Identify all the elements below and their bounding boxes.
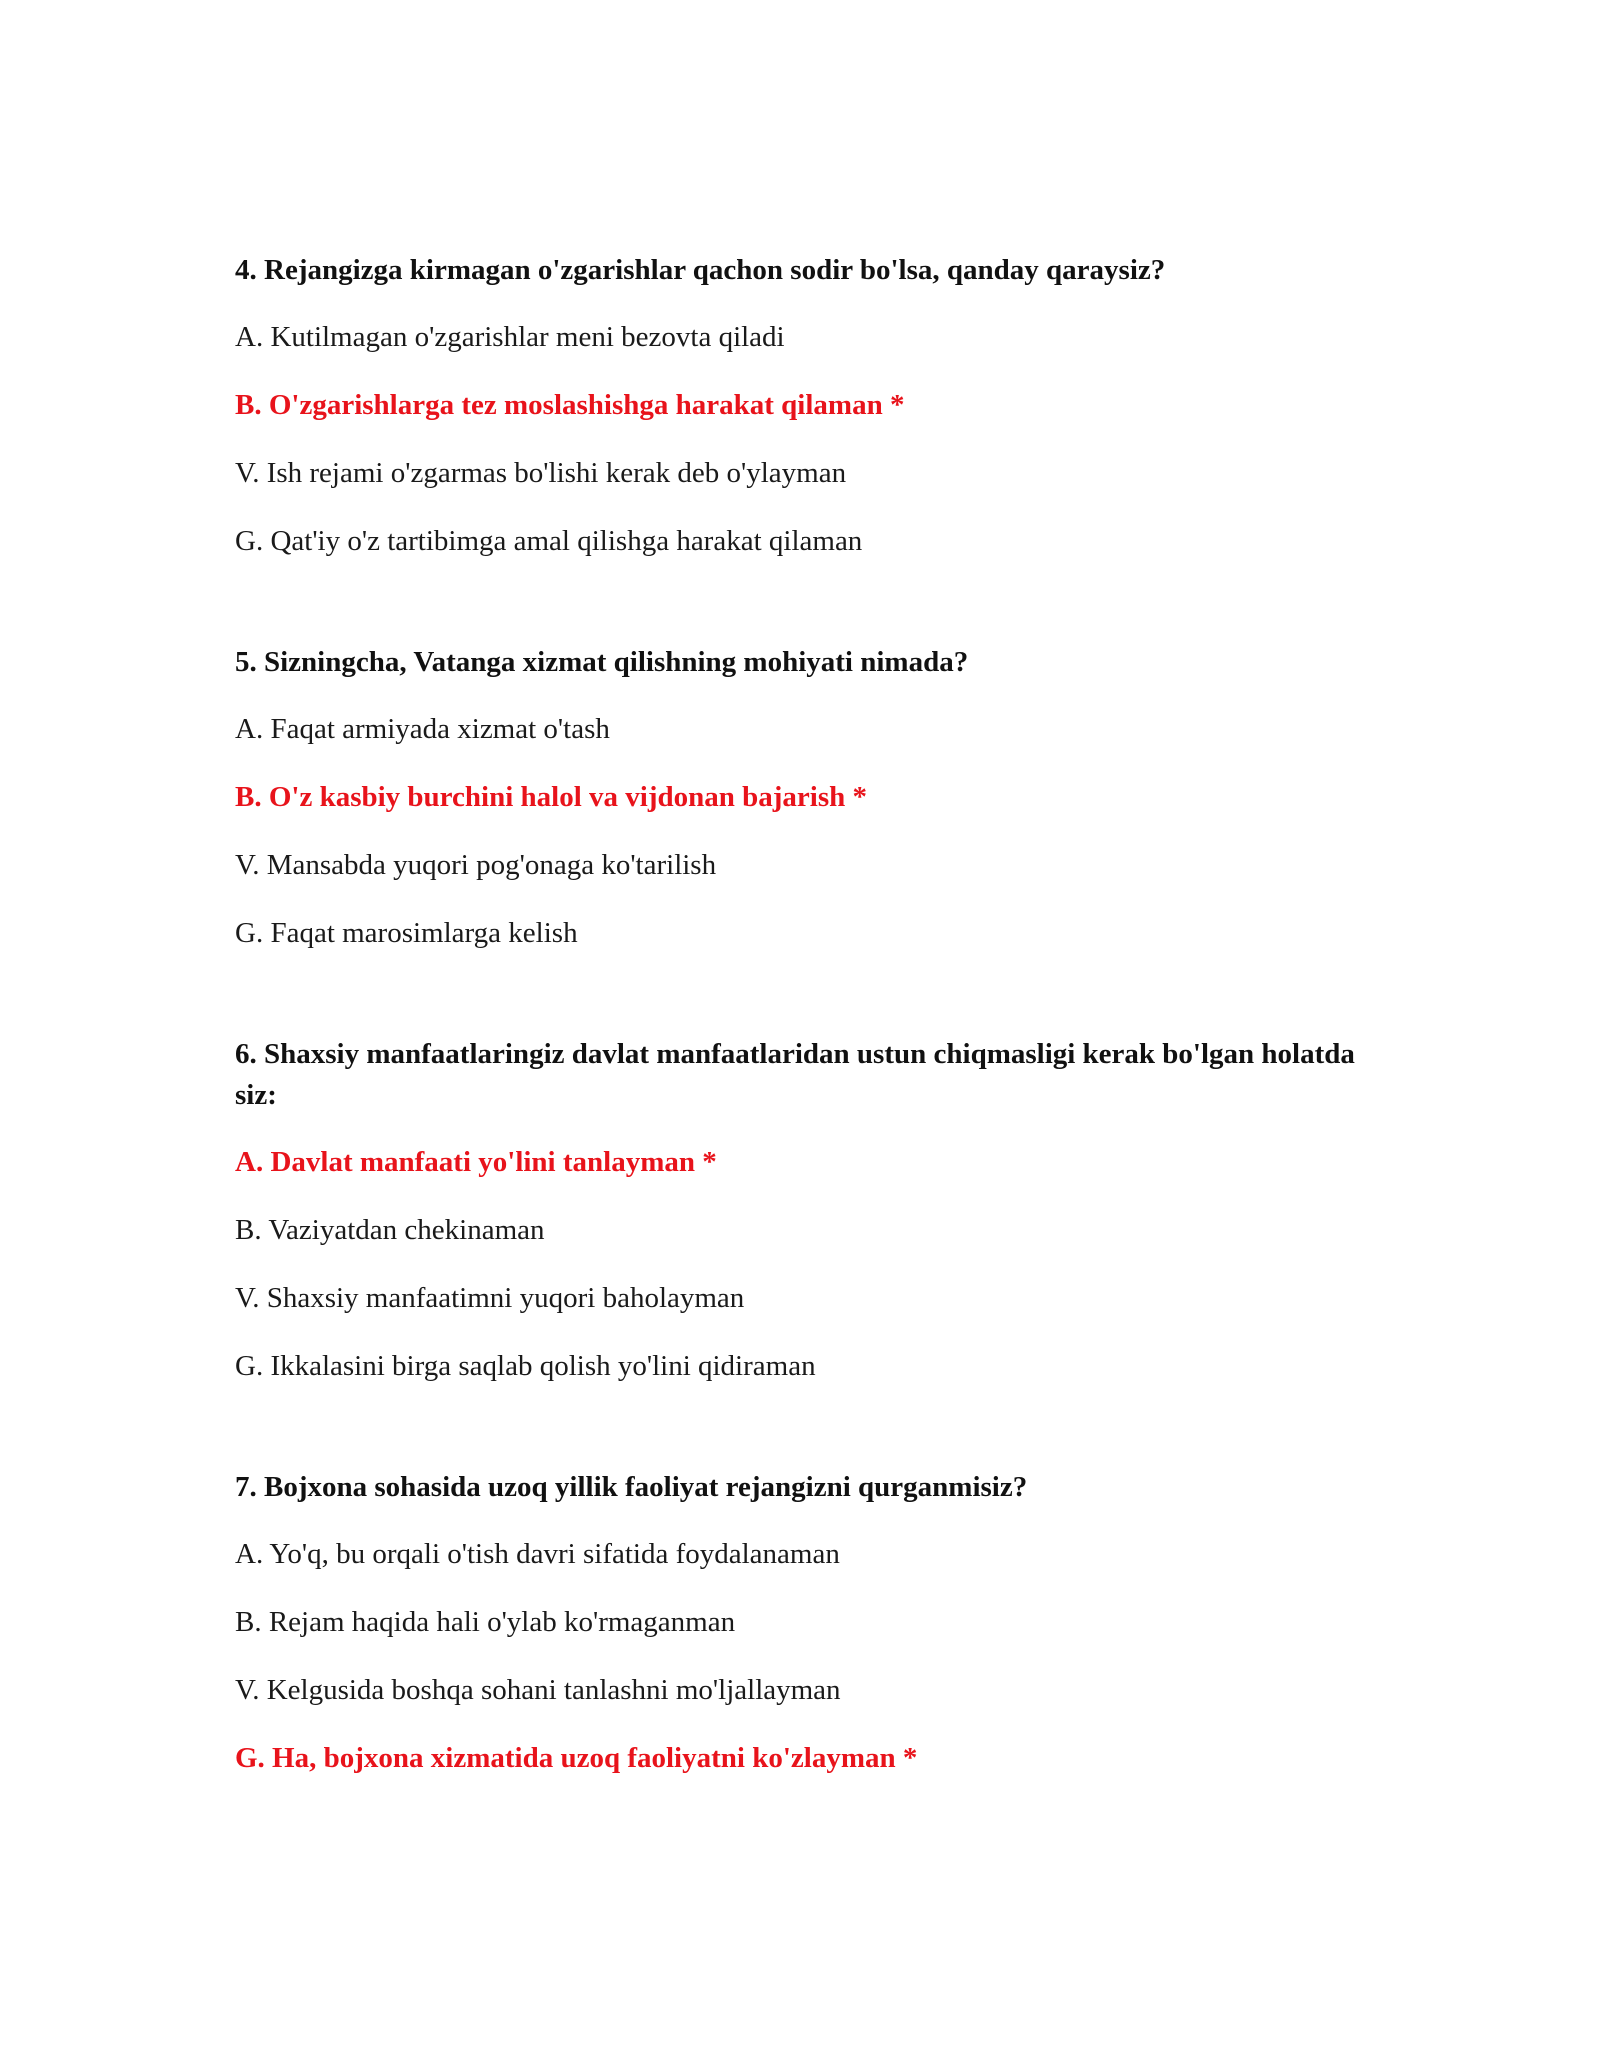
answer-option: A. Yo'q, bu orqali o'tish davri sifatida foydalanaman [235,1538,840,1570]
correct-answer-option: B. O'zgarishlarga tez moslashishga harakat qilaman * [235,389,905,421]
correct-answer-option: G. Ha, bojxona xizmatida uzoq faoliyatni ko'zlayman * [235,1742,918,1774]
answer-option: V. Shaxsiy manfaatimni yuqori baholayman [235,1282,745,1314]
question-text: 4. Rejangizga kirmagan o'zgarishlar qachon sodir bo'lsa, qanday qaraysiz? [235,254,1166,286]
answer-option: V. Kelgusida boshqa sohani tanlashni mo'ljallayman [235,1674,841,1706]
answer-option: G. Ikkalasini birga saqlab qolish yo'lini qidiraman [235,1350,816,1382]
answer-option: B. Rejam haqida hali o'ylab ko'rmaganman [235,1606,736,1638]
correct-answer-option: B. O'z kasbiy burchini halol va vijdonan bajarish * [235,781,867,813]
question-text: 7. Bojxona sohasida uzoq yillik faoliyat rejangizni qurganmisiz? [235,1471,1028,1503]
question-block-7 [235,1467,1365,1779]
answer-option: V. Ish rejami o'zgarmas bo'lishi kerak deb o'ylayman [235,457,847,489]
question-block-4 [235,250,1365,562]
answer-option: B. Vaziyatdan chekinaman [235,1214,545,1246]
question-block-5 [235,642,1365,954]
correct-answer-option: A. Davlat manfaati yo'lini tanlayman * [235,1146,717,1178]
answer-option: G. Qat'iy o'z tartibimga amal qilishga harakat qilaman [235,525,863,557]
answer-option: A. Faqat armiyada xizmat o'tash [235,713,610,745]
answer-option: V. Mansabda yuqori pog'onaga ko'tarilish [235,849,717,881]
question-block-6 [235,1034,1365,1387]
answer-option: G. Faqat marosimlarga kelish [235,917,578,949]
question-text: 5. Sizningcha, Vatanga xizmat qilishning mohiyati nimada? [235,646,969,678]
question-text: 6. Shaxsiy manfaatlaringiz davlat manfaatlaridan ustun chiqmasligi kerak bo'lgan holatda siz: [235,1038,1355,1111]
document-page [235,250,1365,1806]
answer-option: A. Kutilmagan o'zgarishlar meni bezovta qiladi [235,321,785,353]
